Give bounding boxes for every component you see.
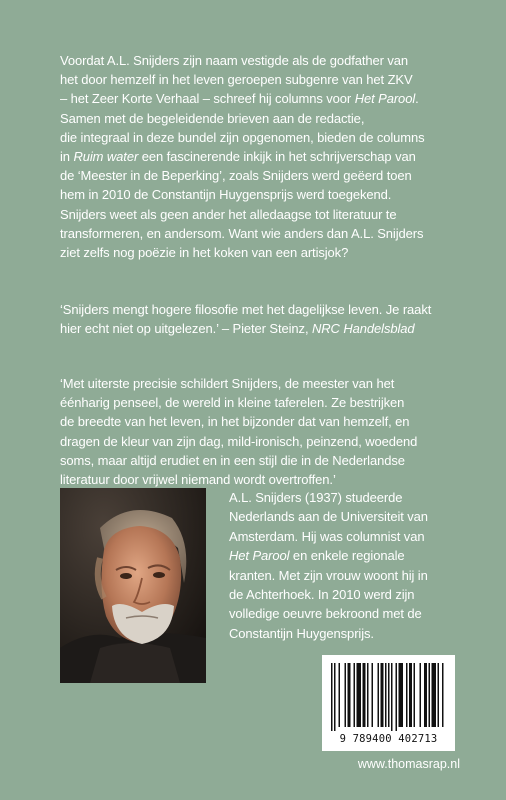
newspaper-title: NRC Handelsblad	[311, 321, 415, 337]
bio-line: Constantijn Huygensprijs.	[229, 625, 374, 641]
isbn-barcode	[322, 655, 455, 751]
barcode-bar	[424, 663, 427, 727]
barcode-bar	[420, 663, 422, 727]
publisher-website: www.thomasrap.nl	[357, 757, 460, 771]
barcode-bar	[432, 663, 437, 727]
isbn-number: 9 789400 402713	[339, 733, 438, 745]
barcode-bar	[363, 663, 366, 727]
barcode-bar	[331, 663, 333, 731]
quote-line	[60, 319, 460, 338]
blurb-line: Voordat A.L. Snijders zijn naam vestigde als de godfather van	[60, 53, 409, 68]
barcode-bars	[322, 655, 455, 733]
barcode-bar	[339, 663, 341, 727]
barcode-bar	[399, 663, 404, 727]
barcode-bar	[414, 663, 416, 727]
barcode-bar	[367, 663, 369, 727]
barcode-bar	[442, 663, 444, 727]
blurb-line: Samen met de begeleidende brieven aan de redactie,	[60, 110, 365, 126]
blurb-text-run: in	[60, 149, 74, 165]
author-photo	[60, 488, 206, 683]
author-bio	[229, 488, 454, 643]
blurb-line: de ‘Meester in de Beperking’, zoals Snijders werd geëerd toen	[60, 168, 412, 184]
barcode-bar	[357, 663, 362, 727]
quote-line: soms, maar altijd erudiet en in een stijl die in de Nederlandse	[60, 452, 405, 468]
barcode-bar	[345, 663, 347, 727]
quote-line: dragen de kleur van zijn dag, mild-ironisch, peinzend, woedend	[60, 433, 418, 449]
barcode-bar	[438, 663, 440, 727]
barcode-bar	[348, 663, 351, 727]
newspaper-title: Het Parool	[354, 91, 416, 107]
blurb-line: die integraal in deze bundel zijn opgenomen, bieden de columns	[60, 129, 425, 145]
bio-text-run: en enkele regionale	[289, 548, 405, 564]
barcode-bar	[385, 663, 387, 727]
barcode-bar	[378, 663, 380, 727]
blurb-line	[60, 147, 460, 166]
bio-line: volledige oeuvre bekroond met de	[229, 606, 422, 622]
quote-line: de breedte van het leven, in het bijzonder dat van hemzelf, en	[60, 414, 410, 430]
blurb-line: hem in 2010 de Constantijn Huygensprijs werd toegekend.	[60, 187, 392, 203]
barcode-bar	[391, 663, 393, 731]
quote-text-run: hier echt niet op uitgelezen.’ – Pieter Steinz,	[60, 321, 312, 337]
bio-line: kranten. Met zijn vrouw woont hij in	[229, 567, 428, 583]
bio-line: Nederlands aan de Universiteit van	[229, 509, 428, 525]
blurb-text	[60, 51, 460, 262]
barcode-bar	[429, 663, 431, 727]
quote-line: literatuur door vrijwel niemand wordt overtroffen.’	[60, 472, 336, 488]
barcode-bar	[409, 663, 412, 727]
blurb-line	[60, 89, 460, 108]
blurb-line: transformeren, en andersom. Want wie anders dan A.L. Snijders	[60, 225, 424, 241]
blurb-line: ziet zelfs nog poëzie in het koken van een artisjok?	[60, 245, 349, 261]
barcode-bar	[334, 663, 336, 731]
barcode-bar	[354, 663, 356, 727]
bio-line: de Achterhoek. In 2010 werd zijn	[229, 587, 415, 603]
barcode-bar	[388, 663, 390, 727]
review-quote-steinz	[60, 300, 460, 338]
book-title: Ruim water	[73, 149, 139, 165]
blurb-text-run: – het Zeer Korte Verhaal – schreef hij columns voor	[60, 91, 355, 107]
barcode-bar	[372, 663, 374, 727]
bio-line	[229, 546, 454, 565]
barcode-bar	[396, 663, 398, 731]
quote-line: ‘Met uiterste precisie schildert Snijders, de meester van het	[60, 376, 395, 391]
blurb-text-run: een fascinerende inkijk in het schrijverschap van	[138, 149, 416, 165]
quote-line: éénharig penseel, de wereld in kleine taferelen. Ze bestrijken	[60, 395, 405, 411]
quote-line: ‘Snijders mengt hogere filosofie met het dagelijkse leven. Je raakt	[60, 302, 432, 317]
author-portrait-image	[60, 488, 206, 683]
newspaper-title: Het Parool	[229, 548, 290, 564]
blurb-line: het door hemzelf in het leven geroepen subgenre van het ZKV	[60, 72, 413, 88]
barcode-bar	[406, 663, 408, 727]
bio-line: Amsterdam. Hij was columnist van	[229, 528, 425, 544]
barcode-bar	[381, 663, 384, 727]
blurb-line: Snijders weet als geen ander het alledaagse tot literatuur te	[60, 206, 397, 222]
bio-line: A.L. Snijders (1937) studeerde	[229, 490, 403, 505]
blurb-text-run: .	[415, 91, 419, 107]
